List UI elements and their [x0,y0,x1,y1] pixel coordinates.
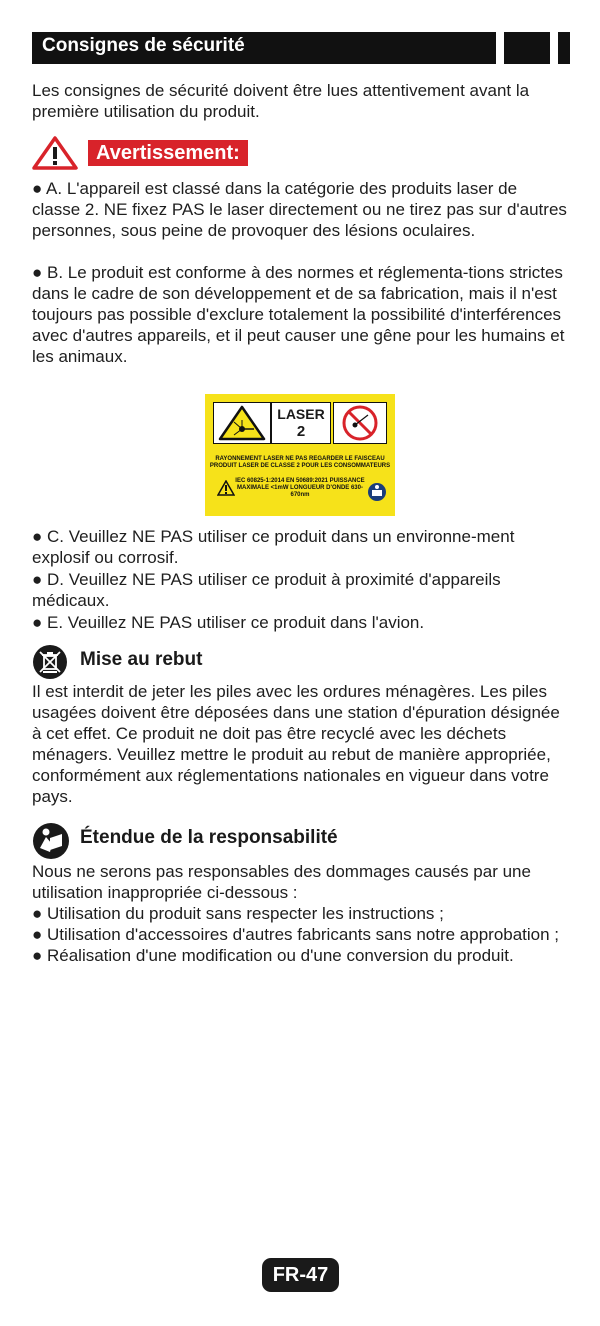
warning-item-b: ● B. Le produit est conforme à des normes et réglementa-tions strictes dans le cadre de son développement et de sa fabrication, mais il n'est toujours pas possible d'exclure totalement la possibilité d'interférences avec d'autres appareils, et il peut causer une gêne pour les humains et les animaux. [32,263,565,366]
warning-triangle-icon [32,136,78,170]
liability-list [32,861,568,966]
small-warning-triangle-icon [217,480,235,496]
liability-item: ● Réalisation d'une modification ou d'une conversion du produit. [32,946,514,965]
disposal-heading [32,644,532,680]
header-decor-stripe [558,32,570,64]
laser-hazard-box [213,402,271,444]
no-eye-exposure-icon [334,403,386,443]
liability-title: Étendue de la responsabilité [80,827,338,848]
liability-item: ● Utilisation du produit sans respecter les instructions ; [32,904,444,923]
header-title-bar [32,32,496,64]
laser-class-number: 2 [296,423,306,440]
disposal-title: Mise au rebut [80,649,203,670]
warning-item-c: ● C. Veuillez NE PAS utiliser ce produit dans un environne-ment explosif ou corrosif. [32,527,515,567]
laser-class-box [271,402,331,444]
laser-label-spec-text: IEC 60825-1:2014 EN 50689:2021 PUISSANCE MAXIMALE <1mW LONGUEUR D'ONDE 630-670nm [235,478,365,498]
read-manual-icon [367,482,387,502]
section-header-bar [32,32,570,64]
page-number-badge: FR-47 [262,1258,339,1292]
no-stare-box [333,402,387,444]
page-title: Consignes de sécurité [42,35,245,56]
laser-word: LASER [277,406,325,422]
laser-label-warning-text: RAYONNEMENT LASER NE PAS REGARDER LE FAISCEAU PRODUIT LASER DE CLASSE 2 POUR LES CONSOMMATEURS [209,456,391,469]
liability-heading [32,822,532,858]
warning-item-a: ● A. L'appareil est classé dans la catégorie des produits laser de classe 2. NE fixez PAS le laser directement ou ne tirez pas sur d'autres personnes, sous peine de provoquer des lésions oculaires. [32,179,567,240]
warning-item-d: ● D. Veuillez NE PAS utiliser ce produit à proximité d'appareils médicaux. [32,570,501,610]
warning-label: Avertissement: [88,140,248,166]
liability-item: ● Utilisation d'accessoires d'autres fabricants sans notre approbation ; [32,925,560,944]
liability-intro: Nous ne serons pas responsables des dommages causés par une utilisation inappropriée ci-dessous : [32,862,531,902]
laser-hazard-icon [214,403,270,443]
disposal-paragraph: Il est interdit de jeter les piles avec les ordures ménagères. Les piles usagées doivent être déposées dans une station d'épuration désignée à cet effet. Ce produit ne doit pas être recyclé avec les déchets ménagers. Veuillez mettre le produit au rebut de manière appropriée, conformément aux réglementations nationales en vigueur dans votre pays. [32,682,560,806]
header-decor-block [504,32,550,64]
warning-item-e: ● E. Veuillez NE PAS utiliser ce produit dans l'avion. [32,613,425,632]
intro-paragraph: Les consignes de sécurité doivent être lues attentivement avant la première utilisation du produit. [32,81,530,121]
laser-class-label [205,394,395,516]
crossed-bin-icon [32,644,68,680]
warning-heading [32,136,332,172]
read-manual-person-icon [32,822,70,860]
